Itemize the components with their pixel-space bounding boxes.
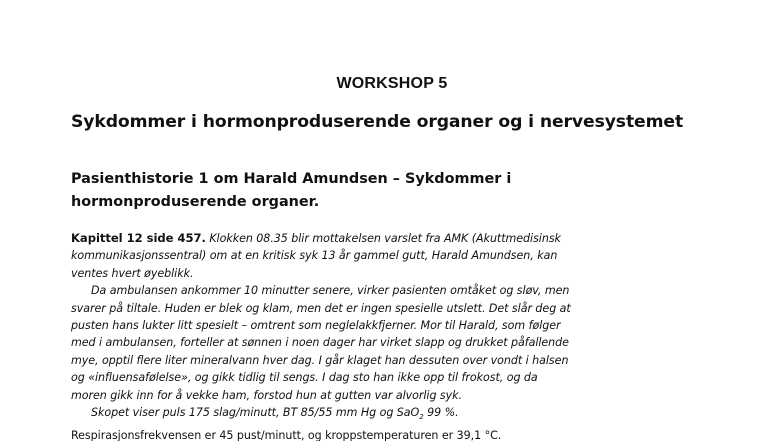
story-line-10: moren gikk inn for å vekke ham, forstod hun at gutten var alvorlig syk. — [71, 388, 463, 402]
story-line-6: pusten hans lukter litt spesielt – omtrent som neglelakkfjerner. Mor til Harald, som følger — [71, 319, 561, 333]
patient-story-heading-line-2: hormonproduserende organer. — [71, 194, 320, 210]
vitals-text: Skopet viser puls 175 slag/minutt, BT 85/55 mm Hg og SaO — [91, 406, 420, 420]
patient-story-heading-line-1: Pasienthistorie 1 om Harald Amundsen – Sykdommer i — [71, 171, 512, 187]
story-line-7: med i ambulansen, forteller at sønnen i noen dager har virket slapp og drukket påfallende — [71, 336, 569, 350]
story-line-8: mye, opptil flere liter mineralvann hver dag. I går klaget han dessuten over vondt i halsen — [71, 353, 569, 367]
story-line-9: og «influensafølelse», og gikk tidlig til sengs. I dag sto han ikke opp til frokost, og da — [71, 371, 538, 385]
sao2-value: 99 %. — [423, 406, 459, 420]
document-title: Sykdommer i hormonproduserende organer og i nervesystemet — [71, 112, 684, 132]
story-line-11 — [71, 404, 611, 427]
story-line-4: Da ambulansen ankommer 10 minutter senere, virker pasienten omtåket og sløv, men — [91, 284, 570, 298]
patient-story-text — [71, 230, 611, 441]
patient-story-heading — [71, 168, 591, 214]
story-line-1-text: Klokken 08.35 blir mottakelsen varslet fra AMK (Akuttmedisinsk — [205, 232, 561, 245]
story-line-5: svarer på tiltale. Huden er blek og klam, men det er ingen spesielle utslett. Det slår deg at — [71, 301, 571, 315]
workshop-heading — [0, 75, 784, 93]
story-line-2: kommunikasjonssentral) om at en kritisk syk 13 år gammel gutt, Harald Amundsen, kan — [71, 249, 558, 263]
sao2-subscript: 2 — [419, 413, 424, 422]
story-line-12: Respirasjonsfrekvensen er 45 pust/minutt, og kroppstemperaturen er 39,1 °C. — [71, 428, 502, 441]
story-line-3: ventes hvert øyeblikk. — [71, 266, 194, 280]
chapter-reference-punct: . — [201, 231, 206, 245]
workshop-label: WORKSHOP 5 — [336, 75, 448, 92]
story-line-1 — [71, 230, 611, 247]
chapter-reference: Kapittel 12 side 457 — [71, 231, 202, 245]
